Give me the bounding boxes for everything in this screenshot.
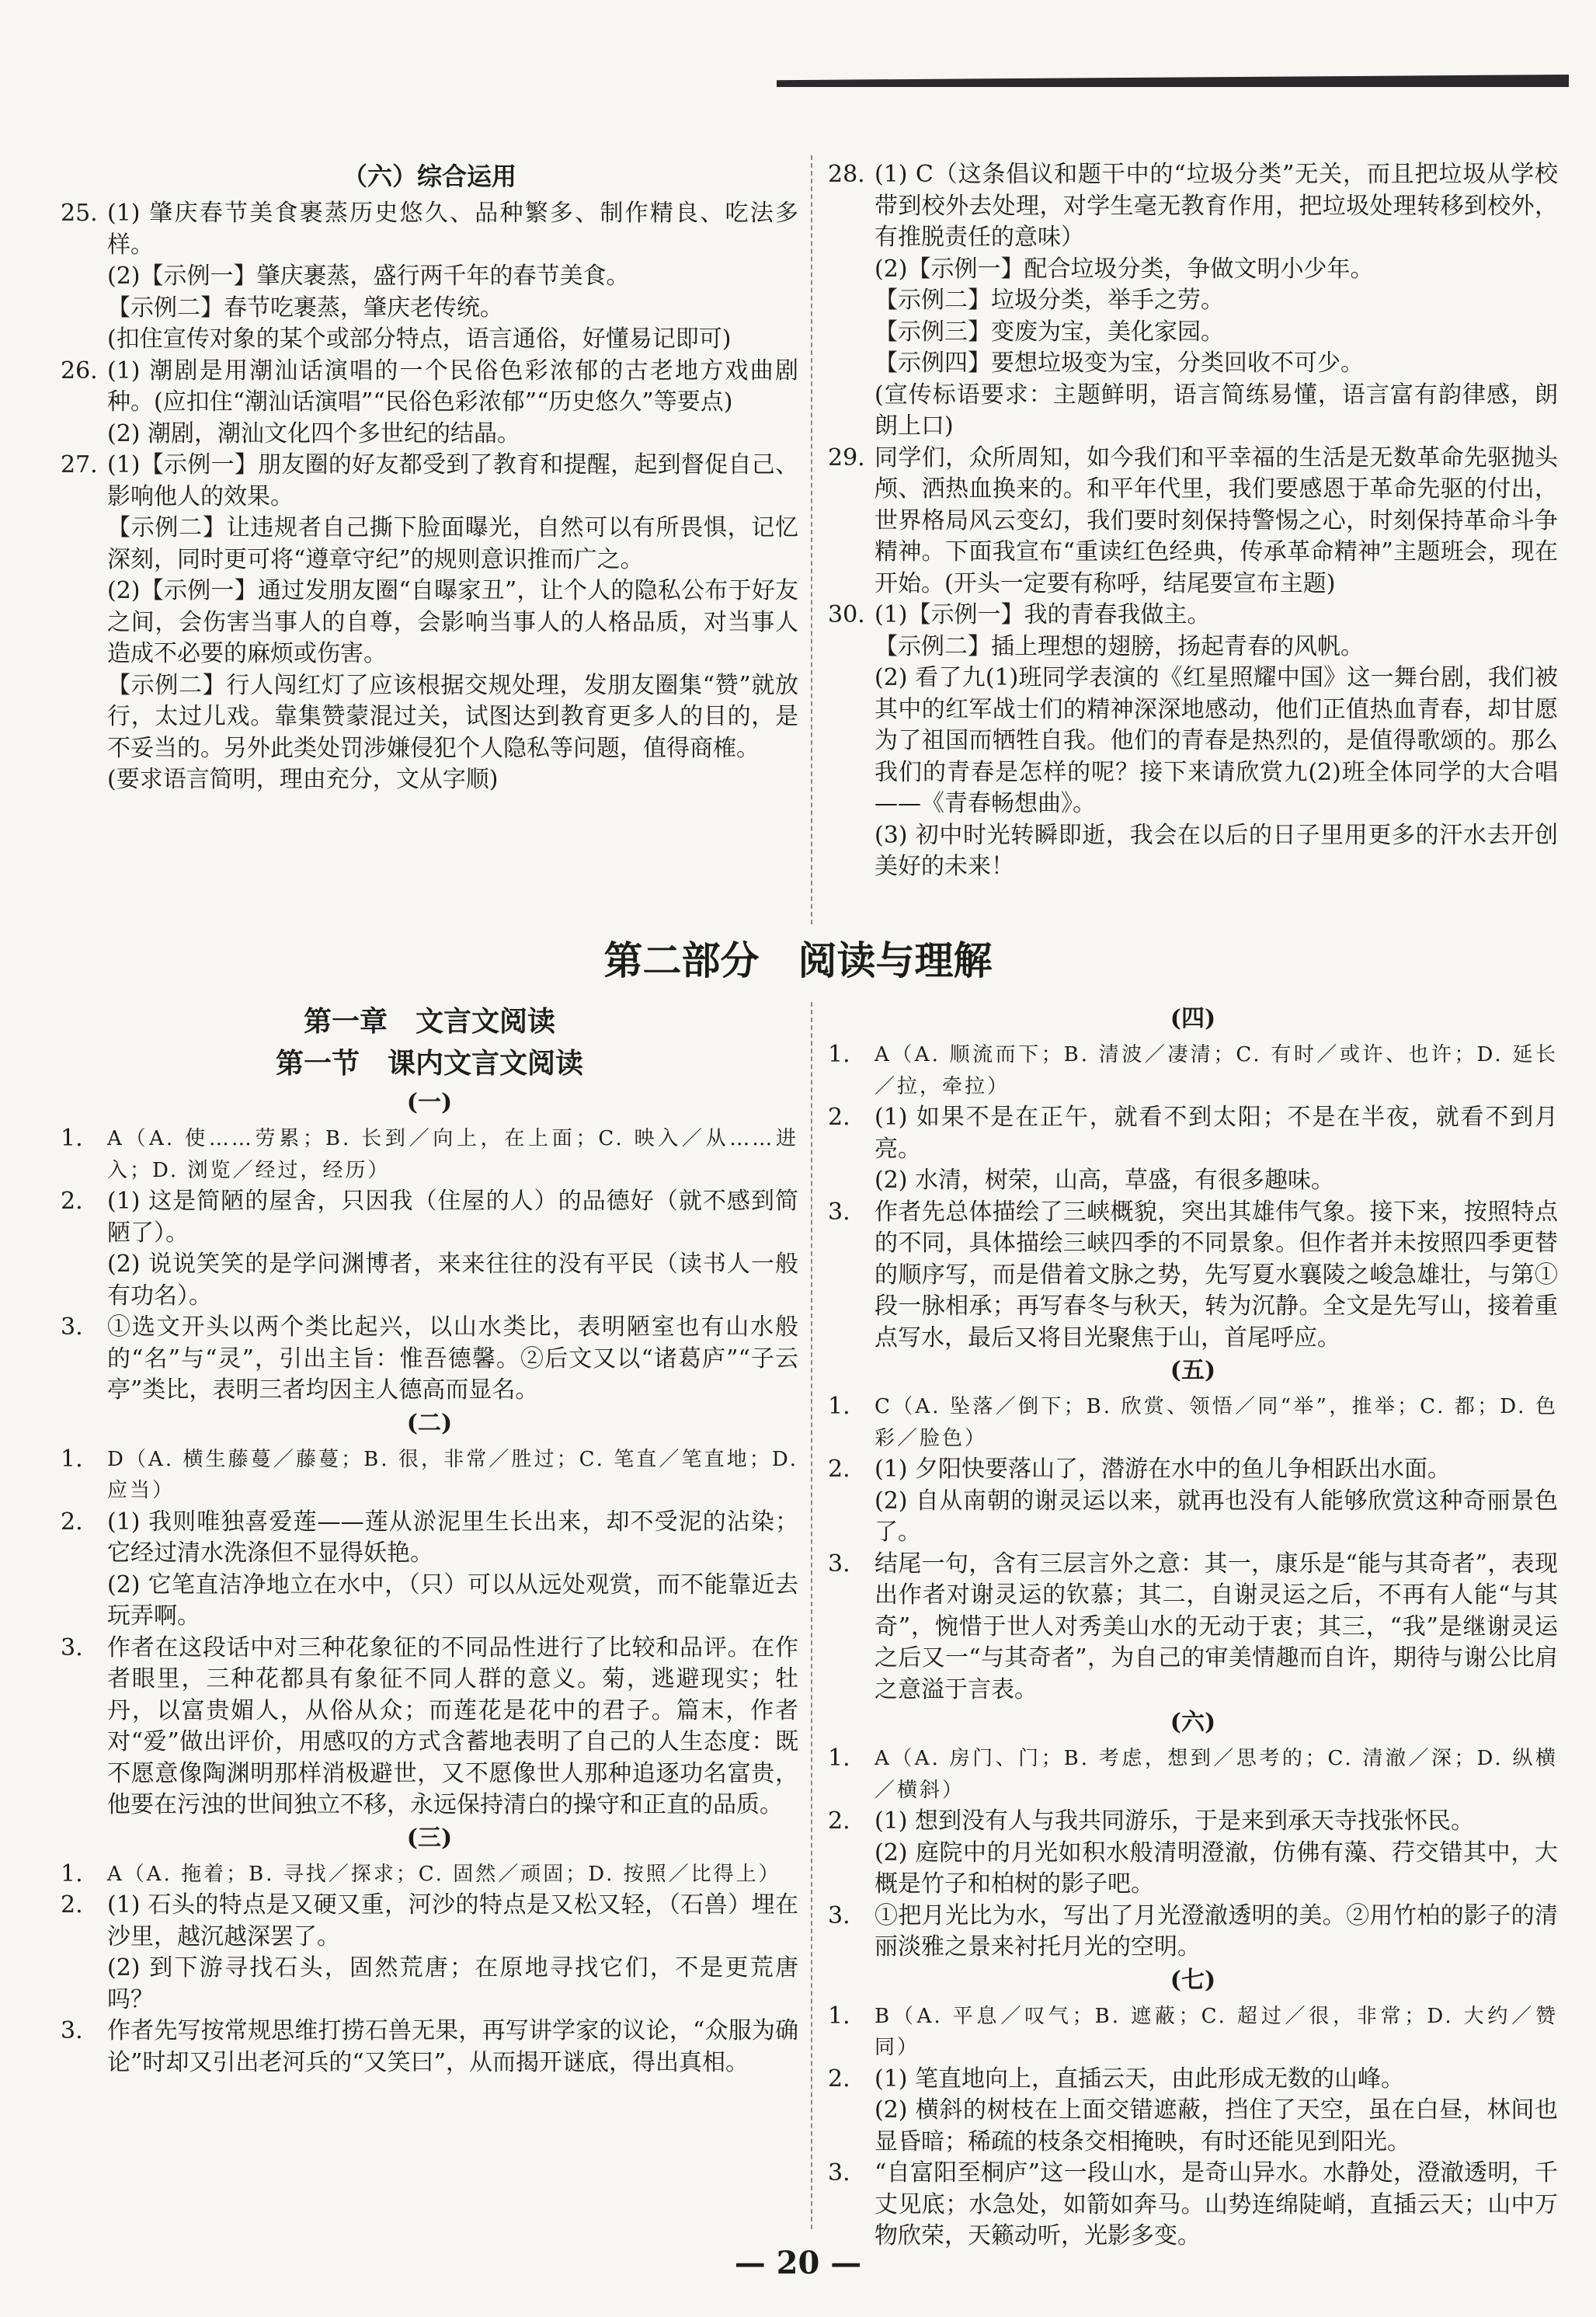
answer-line: 作者先写按常规思维打捞石兽无果，再写讲学家的议论，“众服为确论”时却又引出老河兵的“又笑曰”，从而揭开谜底，得出真相。 bbox=[107, 2017, 798, 2076]
answer-line: (2)【示例一】通过发朋友圈“自曝家丑”，让个人的隐私公布于好友之间，会伤害当事人的自尊，会影响当事人的人格品质，对当事人造成不必要的麻烦或伤害。 bbox=[107, 577, 798, 667]
question-2 bbox=[828, 1102, 1558, 1197]
top-decorative-bar bbox=[777, 75, 1569, 87]
question-number: 29. bbox=[828, 444, 865, 471]
question-number: 1. bbox=[61, 1860, 83, 1887]
answer-line: (2) 说说笑笑的是学问渊博者，来来往往的没有平民（读书人一般有功名）。 bbox=[107, 1251, 798, 1310]
question-number: 2. bbox=[828, 1807, 850, 1835]
column-divider bbox=[811, 1002, 812, 2229]
question-2 bbox=[61, 1890, 798, 2016]
question-number: 2. bbox=[828, 1456, 850, 1483]
question-number: 3. bbox=[828, 1901, 850, 1929]
answer-line: (1) 潮剧是用潮汕话演唱的一个民俗色彩浓郁的古老地方戏曲剧种。(应扣住“潮汕话演唱”“民俗色彩浓郁”“历史悠久”等要点) bbox=[107, 357, 798, 416]
answer-line: C（A. 坠落／倒下；B. 欣赏、领悟／同“举”，推举；C. 都；D. 色彩／脸色） bbox=[874, 1395, 1558, 1450]
section-six-title: （六）综合运用 bbox=[342, 162, 516, 191]
question-2 bbox=[61, 1507, 798, 1633]
answer-line: “自富阳至桐庐”这一段山水，是奇山异水。水静处，澄澈透明，千丈见底；水急处，如箭如奔马。山势连绵陡峭，直插云天；山中万物欣荣，天籁动听，光影多变。 bbox=[874, 2159, 1558, 2249]
section-title: 第一节 课内文言文阅读 bbox=[275, 1047, 583, 1080]
question-3 bbox=[828, 1549, 1558, 1706]
question-number: 2. bbox=[828, 2065, 850, 2093]
answer-line: (1) 笔直地向上，直插云天，由此形成无数的山峰。 bbox=[874, 2065, 1405, 2093]
answer-line: (1) 这是简陋的屋舍，只因我（住屋的人）的品德好（就不感到简陋了）。 bbox=[107, 1188, 798, 1247]
answer-line: A（A. 顺流而下；B. 清波／凄清；C. 有时／或许、也许；D. 延长／拉，牵拉） bbox=[874, 1043, 1558, 1098]
question-number: 3. bbox=[828, 1198, 850, 1226]
question-27 bbox=[61, 450, 798, 796]
chapter-title: 第一章 文言文阅读 bbox=[303, 1005, 555, 1038]
question-number: 2. bbox=[61, 1891, 83, 1919]
answer-line: 【示例二】行人闯红灯了应该根据交规处理，发朋友圈集“赞”就放行，太过儿戏。靠集赞蒙混过关，试图达到教育更多人的目的，是不妥当的。另外此类处罚涉嫌侵犯个人隐私等问题，值得商榷。 bbox=[107, 671, 798, 762]
question-3 bbox=[828, 1901, 1558, 1964]
answer-line: A（A. 拖着；B. 寻找／探求；C. 固然／顽固；D. 按照／比得上） bbox=[107, 1862, 781, 1886]
question-1 bbox=[61, 1859, 798, 1891]
question-number: 1. bbox=[61, 1445, 83, 1473]
answer-line: 作者在这段话中对三种花象征的不同品性进行了比较和品评。在作者眼里，三种花都具有象征不同人群的意义。菊，逃避现实；牡丹，以富贵媚人，从俗从众；而莲花是花中的君子。篇末，作者对“爱”做出评价，用感叹的方式含蓄地表明了自己的人生态度：既不愿意像陶渊明那样消极避世，又不愿像世人那种追逐功名富贵，他要在污浊的世间独立不移，永远保持清白的操守和正直的品质。 bbox=[107, 1633, 798, 1818]
answer-line: 同学们，众所周知，如今我们和平幸福的生活是无数革命先驱抛头颅、洒热血换来的。和平年代里，我们要感恩于革命先驱的付出，世界格局风云变幻，我们要时刻保持警惕之心，时刻保持革命斗争精神。下面我宣布“重读红色经典，传承革命精神”主题班会，现在开始。(开头一定要有称呼，结尾要宣布主题) bbox=[874, 444, 1558, 597]
upper-right-column bbox=[828, 159, 1558, 883]
answer-line: 【示例四】要想垃圾变为宝，分类回收不可少。 bbox=[874, 350, 1364, 377]
question-3 bbox=[828, 1197, 1558, 1355]
answer-line: 【示例二】让违规者自己撕下脸面曝光，自然可以有所畏惧，记忆深刻，同时更可将“遵章守纪”的规则意识推而广之。 bbox=[107, 514, 798, 573]
question-number: 3. bbox=[828, 1550, 850, 1578]
answer-line: (2) 潮剧，潮汕文化四个多世纪的结晶。 bbox=[107, 419, 521, 447]
question-1 bbox=[828, 1039, 1558, 1102]
question-1 bbox=[61, 1123, 798, 1186]
page-number: — 20 — bbox=[734, 2245, 862, 2281]
question-30 bbox=[828, 600, 1558, 883]
question-number: 2. bbox=[61, 1508, 83, 1536]
answer-line: 【示例二】春节吃裹蒸，肇庆老传统。 bbox=[107, 294, 503, 322]
question-1 bbox=[61, 1444, 798, 1507]
question-number: 2. bbox=[61, 1188, 83, 1215]
question-number: 1. bbox=[828, 2002, 850, 2030]
answer-line: (1) 石头的特点是又硬又重，河沙的特点是又松又轻，（石兽）埋在沙里，越沉越深罢了。 bbox=[107, 1891, 798, 1950]
answer-line: 作者先总体描绘了三峡概貌，突出其雄伟气象。接下来，按照特点的不同，具体描绘三峡四季的不同景象。但作者并未按照四季更替的顺序写，而是借着文脉之势，先写夏水襄陵之峻急雄壮，与第①段一脉相承；再写春冬与秋天，转为沉静。全文是先写山，接着重点写水，最后又将目光聚焦于山，首尾呼应。 bbox=[874, 1198, 1558, 1352]
block-title: (四) bbox=[1170, 1005, 1216, 1032]
question-number: 26. bbox=[61, 357, 98, 384]
block-title: (六) bbox=[1170, 1709, 1216, 1736]
question-number: 30. bbox=[828, 601, 865, 628]
answer-line: (要求语言简明，理由充分，文从字顺) bbox=[107, 766, 499, 793]
answer-line: (1) C（这条倡议和题干中的“垃圾分类”无关，而且把垃圾从学校带到校外去处理，对学生毫无教育作用，把垃圾处理转移到校外，有推脱责任的意味） bbox=[874, 161, 1558, 251]
question-number: 1. bbox=[828, 1745, 850, 1772]
question-2 bbox=[828, 1806, 1558, 1901]
question-3 bbox=[61, 1312, 798, 1407]
block-title: (三) bbox=[406, 1824, 453, 1852]
answer-line: 【示例二】插上理想的翅膀，扬起青春的风帆。 bbox=[874, 632, 1364, 660]
answer-line: ①选文开头以两个类比起兴，以山水类比，表明陋室也有山水般的“名”与“灵”，引出主旨：惟吾德馨。②后文又以“诸葛庐”“子云亭”类比，表明三者均因主人德高而显名。 bbox=[107, 1313, 798, 1404]
question-number: 3. bbox=[828, 2159, 850, 2187]
answer-line: D（A. 横生藤蔓／藤蔓；B. 很，非常／胜过；C. 笔直／笔直地；D. 应当） bbox=[107, 1447, 798, 1502]
question-1 bbox=[828, 1391, 1558, 1454]
answer-line: A（A. 使……劳累；B. 长到／向上，在上面；C. 映入／从……进入；D. 浏览／经过，经历） bbox=[107, 1127, 798, 1182]
answer-line: (2) 自从南朝的谢灵运以来，就再也没有人能够欣赏这种奇丽景色了。 bbox=[874, 1487, 1558, 1546]
question-1 bbox=[828, 1743, 1558, 1806]
block-title: (七) bbox=[1170, 1966, 1216, 1994]
block-title: (五) bbox=[1170, 1357, 1216, 1384]
column-divider bbox=[811, 155, 812, 924]
answer-line: (3) 初中时光转瞬即逝，我会在以后的日子里用更多的汗水去开创美好的未来！ bbox=[874, 821, 1558, 880]
answer-line: (1)【示例一】朋友圈的好友都受到了教育和提醒，起到督促自己、影响他人的效果。 bbox=[107, 451, 798, 510]
answer-line: 【示例二】垃圾分类，举手之劳。 bbox=[874, 287, 1224, 314]
question-number: 2. bbox=[828, 1104, 850, 1131]
part-title: 第二部分 阅读与理解 bbox=[603, 938, 993, 983]
question-26 bbox=[61, 356, 798, 451]
lower-left-column bbox=[61, 1002, 798, 2079]
question-number: 3. bbox=[61, 2017, 83, 2044]
question-number: 27. bbox=[61, 451, 98, 478]
question-3 bbox=[61, 1633, 798, 1821]
lower-right-column bbox=[828, 1002, 1558, 2253]
question-number: 1. bbox=[828, 1393, 850, 1420]
question-number: 25. bbox=[61, 200, 98, 227]
answer-line: (2) 横斜的树枝在上面交错遮蔽，挡住了天空，虽在白昼，林间也显昏暗；稀疏的枝条交相掩映，有时还能见到阳光。 bbox=[874, 2096, 1558, 2155]
answer-line: (2) 它笔直洁净地立在水中，（只）可以从远处观赏，而不能靠近去玩弄啊。 bbox=[107, 1571, 798, 1630]
question-2 bbox=[61, 1186, 798, 1312]
question-number: 28. bbox=[828, 161, 865, 188]
answer-line: (1) 想到没有人与我共同游乐，于是来到承天寺找张怀民。 bbox=[874, 1807, 1475, 1835]
block-title: (一) bbox=[406, 1089, 453, 1116]
answer-line: (2) 看了九(1)班同学表演的《红星照耀中国》这一舞台剧，我们被其中的红军战士们的精神深深地感动，他们正值热血青春，却甘愿为了祖国而牺牲自我。他们的青春是热烈的，是值得歌颂的。那么我们的青春是怎样的呢？接下来请欣赏九(2)班全体同学的大合唱——《青春畅想曲》。 bbox=[874, 664, 1558, 817]
question-25 bbox=[61, 198, 798, 356]
question-29 bbox=[828, 443, 1558, 600]
answer-line: ①把月光比为水，写出了月光澄澈透明的美。②用竹柏的影子的清丽淡雅之景来衬托月光的空明。 bbox=[874, 1901, 1558, 1960]
question-number: 1. bbox=[61, 1125, 83, 1152]
question-1 bbox=[828, 2001, 1558, 2064]
answer-line: 结尾一句，含有三层言外之意：其一，康乐是“能与其奇者”，表现出作者对谢灵运的钦慕；其二，自谢灵运之后，不再有人能“与其奇”，惋惜于世人对秀美山水的无动于衷；其三，“我”是继谢灵运之后又一“与其奇者”，为自己的审美情趣而自许，期待与谢公比肩之意溢于言表。 bbox=[874, 1550, 1558, 1703]
question-28 bbox=[828, 159, 1558, 443]
block-title: (二) bbox=[406, 1409, 453, 1437]
answer-line: (2)【示例一】肇庆裹蒸，盛行两千年的春节美食。 bbox=[107, 263, 630, 290]
answer-line: (2) 到下游寻找石头，固然荒唐；在原地寻找它们，不是更荒唐吗？ bbox=[107, 1954, 798, 2013]
answer-line: (2)【示例一】配合垃圾分类，争做文明小少年。 bbox=[874, 255, 1374, 283]
upper-left-column bbox=[61, 159, 798, 796]
question-number: 3. bbox=[61, 1313, 83, 1341]
answer-line: (2) 水清，树荣，山高，草盛，有很多趣味。 bbox=[874, 1167, 1335, 1194]
question-2 bbox=[828, 2064, 1558, 2159]
question-3 bbox=[61, 2016, 798, 2079]
answer-line: (1) 如果不是在正午，就看不到太阳；不是在半夜，就看不到月亮。 bbox=[874, 1104, 1558, 1163]
answer-line: (1) 肇庆春节美食裹蒸历史悠久、品种繁多、制作精良、吃法多样。 bbox=[107, 200, 798, 259]
question-number: 1. bbox=[828, 1041, 850, 1068]
question-number: 3. bbox=[61, 1633, 83, 1661]
answer-line: (宣传标语要求：主题鲜明，语言简练易懂，语言富有韵律感，朗朗上口) bbox=[874, 381, 1558, 440]
answer-line: (扣住宣传对象的某个或部分特点，语言通俗，好懂易记即可) bbox=[107, 325, 732, 353]
question-2 bbox=[828, 1454, 1558, 1549]
question-3 bbox=[828, 2158, 1558, 2253]
answer-line: (2) 庭院中的月光如积水般清明澄澈，仿佛有藻、荇交错其中，大概是竹子和柏树的影子吧。 bbox=[874, 1839, 1558, 1898]
answer-line: (1) 我则唯独喜爱莲——莲从淤泥里生长出来，却不受泥的沾染；它经过清水洗涤但不显得妖艳。 bbox=[107, 1508, 798, 1567]
answer-line: (1) 夕阳快要落山了，潜游在水中的鱼儿争相跃出水面。 bbox=[874, 1456, 1452, 1483]
answer-line: B（A. 平息／叹气；B. 遮蔽；C. 超过／很，非常；D. 大约／赞同） bbox=[874, 2004, 1558, 2059]
answer-line: (1)【示例一】我的青春我做主。 bbox=[874, 601, 1211, 628]
answer-line: A（A. 房门、门；B. 考虑，想到／思考的；C. 清澈／深；D. 纵横／横斜） bbox=[874, 1747, 1558, 1802]
answer-line: 【示例三】变废为宝，美化家园。 bbox=[874, 318, 1224, 346]
